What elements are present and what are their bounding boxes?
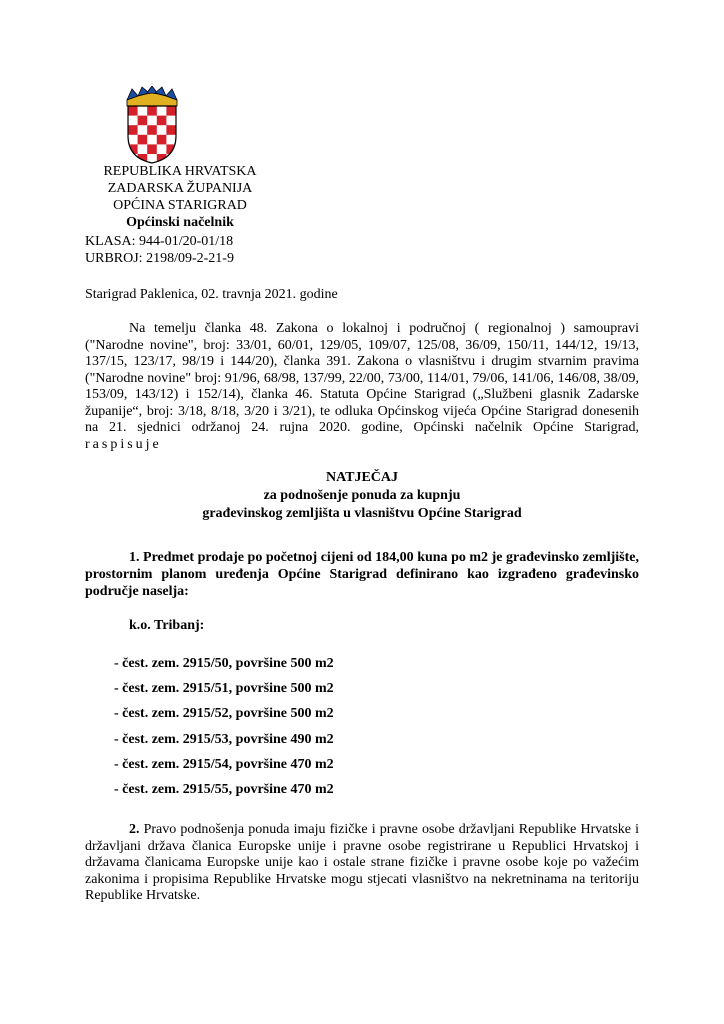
crest-square <box>138 116 148 126</box>
croatian-coat-of-arms-icon <box>124 86 180 164</box>
urbroj-ref: URBROJ: 2198/09-2-21-9 <box>85 251 234 266</box>
county-name: ZADARSKA ŽUPANIJA <box>107 181 253 196</box>
intro-verb: raspisuje <box>85 436 162 452</box>
issuer-header <box>80 163 280 231</box>
section-2-paragraph <box>85 822 639 905</box>
cadastral-municipality: k.o. Tribanj: <box>129 618 205 633</box>
list-item: - čest. zem. 2915/54, površine 470 m2 <box>114 756 334 772</box>
list-item: - čest. zem. 2915/51, površine 500 m2 <box>114 681 334 697</box>
intro-text: Na temelju članka 48. Zakona o lokalnoj i područnoj ( regionalnoj ) samoupravi ("Narodne novine", broj: 33/01, 60/01, 129/05, 109/07, 125/08, 36/09, 150/11, 144/12, 19/13, 137/15, 123/17, 98/19 i 144/20), članka 391. Zakona o vlasništvu i drugim stvarnim pravima ("Narodne novine" broj: 91/96, 68/98, 137/99, 22/00, 73/00, 114/01, 79/06, 141/06, 146/08, 38/09, 153/09, 143/12) i 152/14), članka 46. Statuta Općine Starigrad („Službeni glasnik Zadarske županije“, broj: 3/18, 8/18, 3/20 i 3/21), te odluka Općinskog vijeća Općine Starigrad donesenih na 21. sjednici održanoj 24. rujna 2020. godine, Općinski načelnik Općine Starigrad, <box>85 321 639 435</box>
municipality-name: OPĆINA STARIGRAD <box>113 198 247 213</box>
crest-square <box>147 144 157 154</box>
crest-square <box>147 125 157 135</box>
list-item: - čest. zem. 2915/52, površine 500 m2 <box>114 706 334 722</box>
section-1-paragraph: 1. Predmet prodaje po početnoj cijeni od 184,00 kuna po m2 je građevinsko zemljište, prostornim planom uređenja Općine Starigrad definirano kao izgrađeno građevinsko područje naselja: <box>85 550 639 599</box>
crest-square <box>147 106 157 116</box>
title-line-3: građevinskog zemljišta u vlasništvu Općine Starigrad <box>202 506 522 521</box>
notice-title <box>85 469 639 523</box>
office-name: Općinski načelnik <box>126 215 234 230</box>
crest-square <box>166 106 176 116</box>
parcel-list <box>114 655 334 806</box>
klasa-ref: KLASA: 944-01/20-01/18 <box>85 234 234 249</box>
country-name: REPUBLIKA HRVATSKA <box>103 164 257 179</box>
section-2-number: 2. <box>129 822 140 837</box>
crest-square <box>138 135 148 145</box>
title-line-1: NATJEČAJ <box>325 470 399 485</box>
crest-square <box>166 125 176 135</box>
crest-shield <box>128 106 176 164</box>
crest-crown <box>127 86 177 106</box>
crest-square <box>128 125 138 135</box>
crest-square <box>157 116 167 126</box>
title-line-2: za podnošenje ponuda za kupnju <box>263 488 461 503</box>
list-item: - čest. zem. 2915/55, površine 470 m2 <box>114 781 334 797</box>
list-item: - čest. zem. 2915/53, površine 490 m2 <box>114 731 334 747</box>
intro-paragraph <box>85 321 639 453</box>
section-2-text: Pravo podnošenja ponuda imaju fizičke i pravne osobe državljani Republike Hrvatske i državljani država članica Europske unije i pravne osobe registrirane u Republici Hrvatskoj i državama članicama Europske unije kao i ostale strane fizičke i pravne osobe koje po važećim zakonima i propisima Republike Hrvatske mogu stjecati vlasništvo na nekretninama na teritoriju Republike Hrvatske. <box>85 822 639 903</box>
place-date: Starigrad Paklenica, 02. travnja 2021. godine <box>85 287 338 302</box>
crest-square <box>157 135 167 145</box>
crest-square <box>128 106 138 116</box>
list-item: - čest. zem. 2915/50, površine 500 m2 <box>114 656 334 671</box>
